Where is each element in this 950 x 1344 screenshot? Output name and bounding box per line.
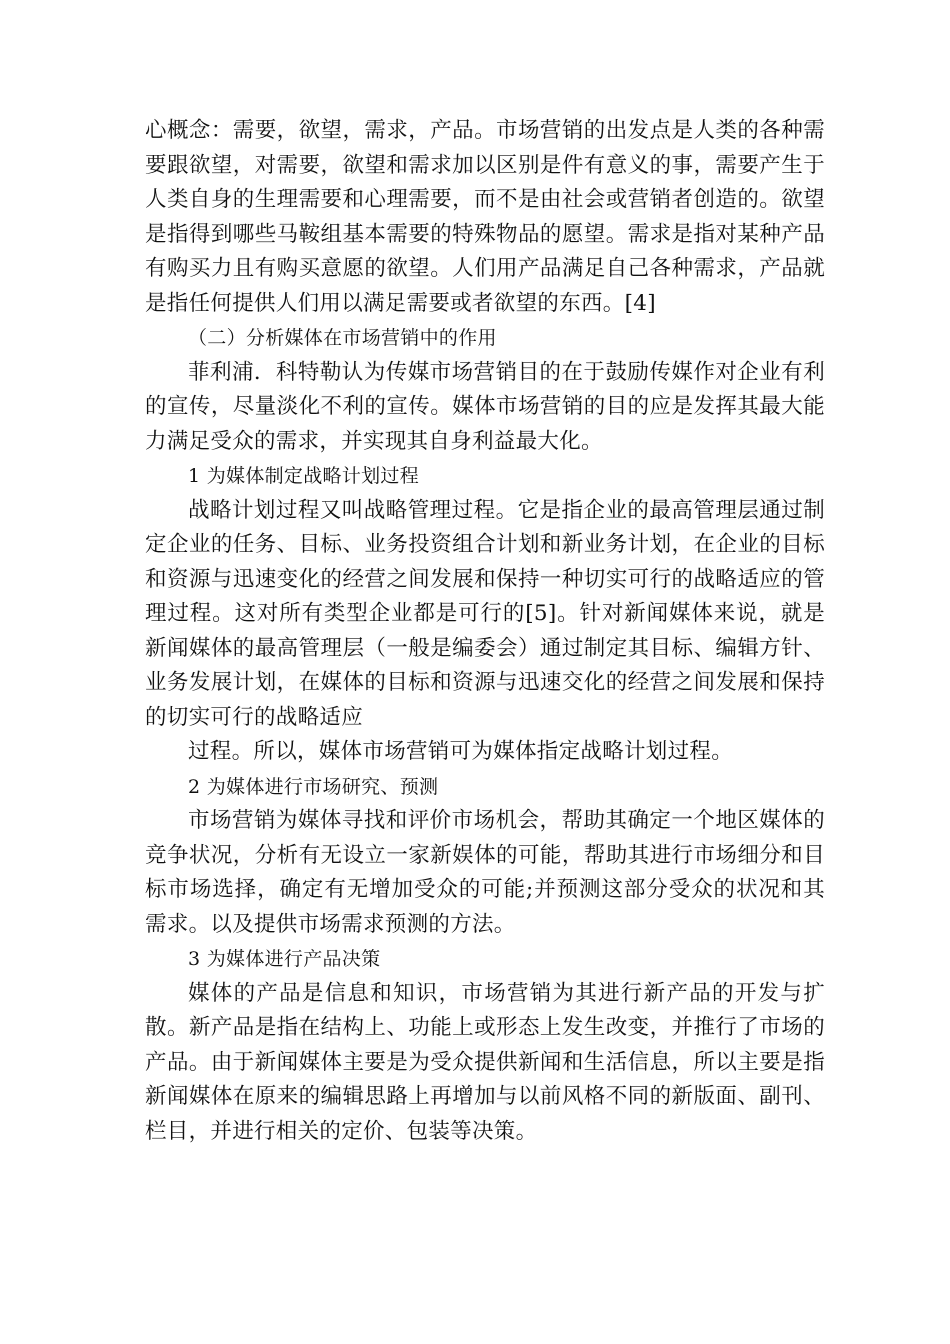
section-heading-media-role: （二）分析媒体在市场营销中的作用 bbox=[188, 327, 497, 349]
subheading-strategic-planning: 1 为媒体制定战略计划过程 bbox=[188, 465, 420, 487]
paragraph-strategic-planning-continued: 过程。所以，媒体市场营销可为媒体指定战略计划过程。 bbox=[188, 739, 734, 764]
document-body bbox=[145, 114, 825, 1149]
paragraph-kotler: 菲利浦．科特勒认为传媒市场营销目的在于鼓励传媒作对企业有利的宣传，尽量淡化不利的宣传。媒体市场营销的目的应是发挥其最大能力满足受众的需求，并实现其自身利益最大化。 bbox=[145, 359, 825, 454]
paragraph-product-decisions: 媒体的产品是信息和知识，市场营销为其进行新产品的开发与扩散。新产品是指在结构上、功能上或形态上发生改变，并推行了市场的产品。由于新闻媒体主要是为受众提供新闻和生活信息，所以主要是指新闻媒体在原来的编辑思路上再增加与以前风格不同的新版面、副刊、栏目，并进行相关的定价、包装等决策。 bbox=[145, 980, 825, 1144]
subheading-market-research: 2 为媒体进行市场研究、预测 bbox=[188, 775, 439, 798]
paragraph-strategic-planning: 战略计划过程又叫战略管理过程。它是指企业的最高管理层通过制定企业的任务、目标、业务投资组合计划和新业务计划，在企业的目标和资源与迅速变化的经营之间发展和保持一种切实可行的战略适应的管理过程。这对所有类型企业都是可行的[5]。针对新闻媒体来说，就是新闻媒体的最高管理层（一般是编委会）通过制定其目标、编辑方针、业务发展计划，在媒体的目标和资源与迅速交化的经营之间发展和保持的切实可行的战略适应 bbox=[145, 497, 825, 730]
paragraph-market-research: 市场营销为媒体寻找和评价市场机会，帮助其确定一个地区媒体的竞争状况，分析有无设立一家新娱体的可能，帮助其进行市场细分和目标市场选择，确定有无增加受众的可能;并预测这部分受众的状况和其需求。以及提供市场需求预测的方法。 bbox=[145, 808, 825, 937]
paragraph-core-concepts: 心概念：需要，欲望，需求，产品。市场营销的出发点是人类的各种需要跟欲望，对需要，欲望和需求加以区别是件有意义的事，需要产生于人类自身的生理需要和心理需要，而不是由社会或营销者创造的。欲望是指得到哪些马鞍组基本需要的特殊物品的愿望。需求是指对某种产品有购买力且有购买意愿的欲望。人们用产品满足自己各种需求，产品就是指任何提供人们用以满足需要或者欲望的东西。[4] bbox=[145, 118, 825, 316]
subheading-product-decisions: 3 为媒体进行产品决策 bbox=[188, 948, 381, 970]
